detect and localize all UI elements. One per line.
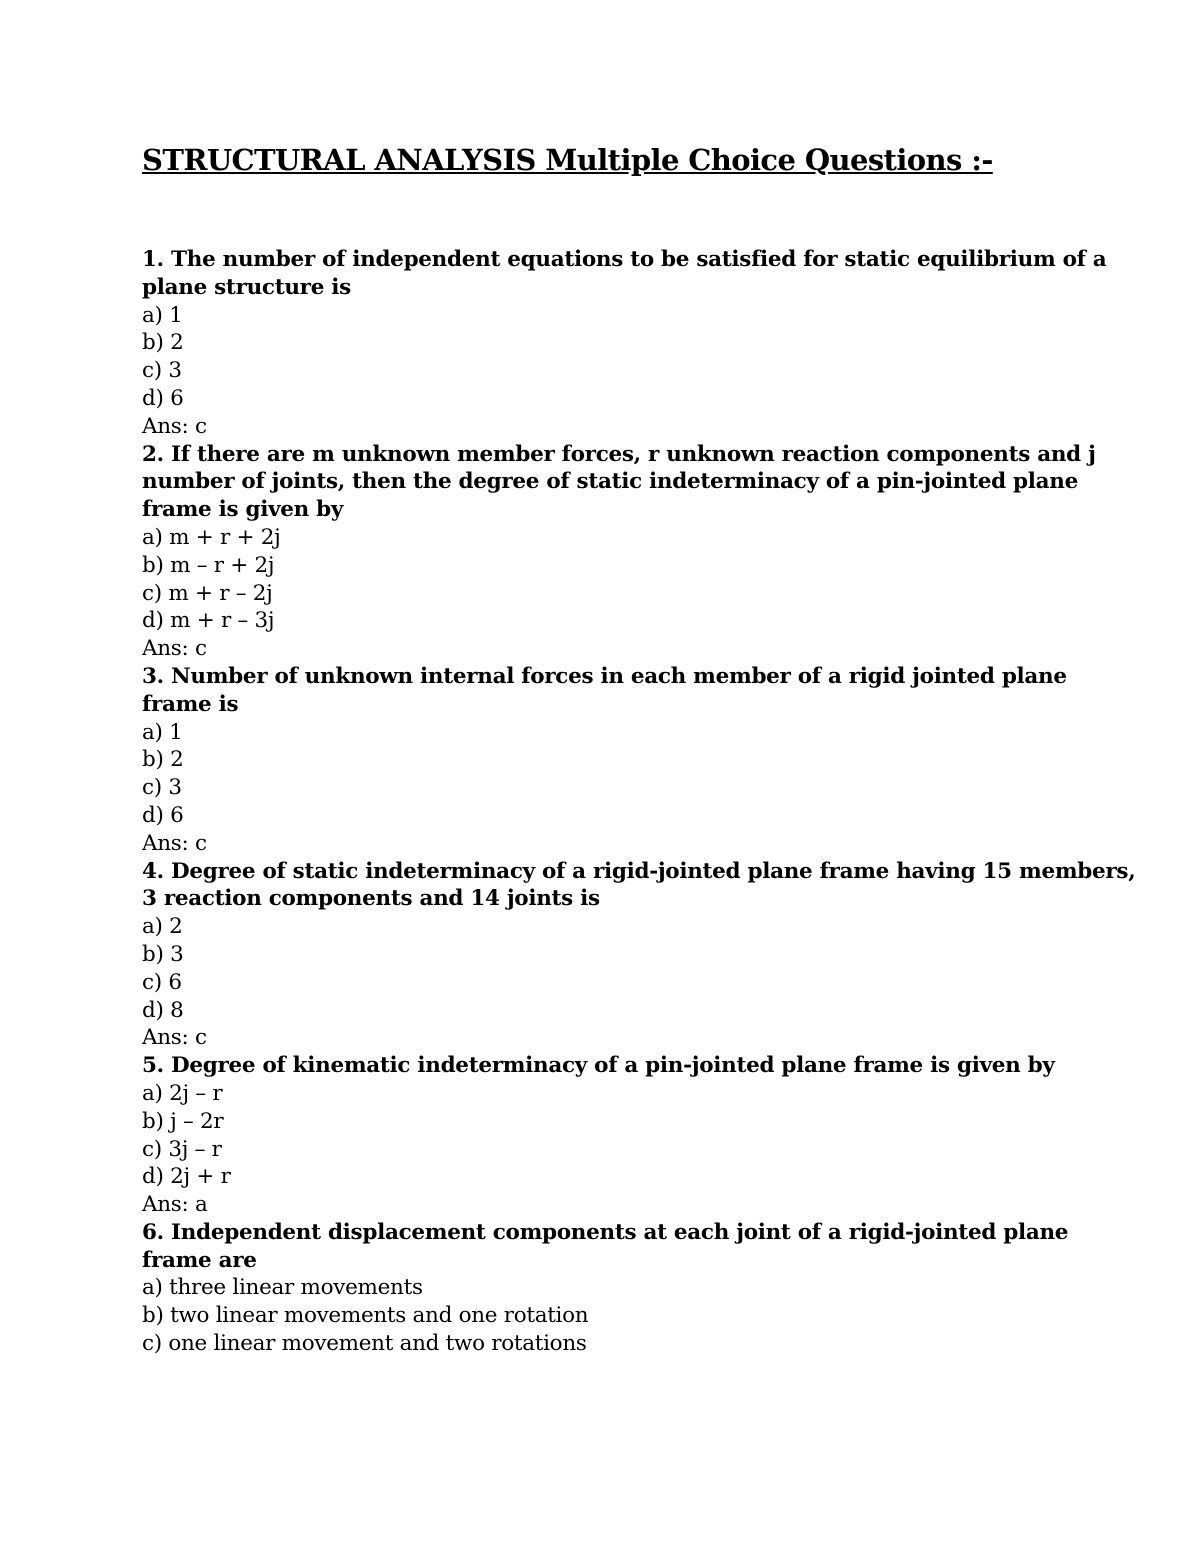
question-1 [142,246,1142,441]
question-5 [142,1052,1142,1219]
option-a: a) m + r + 2j [142,524,281,550]
option-a: a) 2 [142,914,183,940]
question-prompt: If there are m unknown member forces, r unknown reaction components and j number of joints, then the degree of static indeterminacy of a pin-jointed plane frame is given by [142,441,1096,523]
question-text [142,441,1142,524]
option-d: d) 2j + r [142,1164,231,1190]
question-prompt: The number of independent equations to be satisfied for static equilibrium of a plane structure is [142,247,1107,300]
option-c: c) 3 [142,775,182,801]
question-text [142,1052,1142,1080]
question-number: 2. [142,441,164,467]
document-page [142,138,1142,1358]
page-title: STRUCTURAL ANALYSIS Multiple Choice Questions :- [142,143,993,177]
question-prompt: Degree of static indeterminacy of a rigid-jointed plane frame having 15 members, 3 reaction components and 14 joints is [142,858,1136,912]
option-b: b) 2 [142,747,184,773]
question-number: 5. [142,1053,164,1079]
answer: Ans: c [142,1025,207,1051]
question-prompt: Degree of kinematic indeterminacy of a pin-jointed plane frame is given by [171,1053,1055,1079]
question-text [142,858,1142,914]
option-d: d) 6 [142,385,184,411]
option-d: d) m + r – 3j [142,608,275,634]
question-number: 6. [142,1219,164,1245]
option-b: b) m – r + 2j [142,552,275,578]
option-b: b) 3 [142,941,184,967]
question-2 [142,441,1142,663]
option-c: c) 3j – r [142,1136,222,1162]
option-a: a) 2j – r [142,1080,223,1106]
option-c: c) m + r – 2j [142,580,273,606]
answer: Ans: c [142,413,207,439]
option-d: d) 8 [142,997,184,1023]
option-a: a) 1 [142,719,183,745]
question-prompt: Number of unknown internal forces in each member of a rigid jointed plane frame is [142,663,1067,717]
question-6 [142,1219,1142,1358]
option-d: d) 6 [142,802,184,828]
question-number: 1. [142,247,164,272]
option-b: b) 2 [142,330,184,356]
option-c: c) 3 [142,358,182,384]
answer: Ans: c [142,636,207,662]
option-c: c) one linear movement and two rotations [142,1331,587,1357]
option-a: a) three linear movements [142,1275,423,1301]
question-4 [142,858,1142,1053]
option-b: b) two linear movements and one rotation [142,1303,589,1329]
question-text [142,246,1142,302]
question-number: 4. [142,858,164,884]
question-3 [142,663,1142,858]
answer: Ans: c [142,830,207,856]
question-number: 3. [142,663,164,689]
option-b: b) j – 2r [142,1108,224,1134]
question-prompt: Independent displacement components at each joint of a rigid-jointed plane frame are [142,1219,1069,1273]
question-text [142,1219,1142,1275]
answer: Ans: a [142,1192,208,1218]
option-a: a) 1 [142,302,183,328]
option-c: c) 6 [142,969,182,995]
question-text [142,663,1142,719]
